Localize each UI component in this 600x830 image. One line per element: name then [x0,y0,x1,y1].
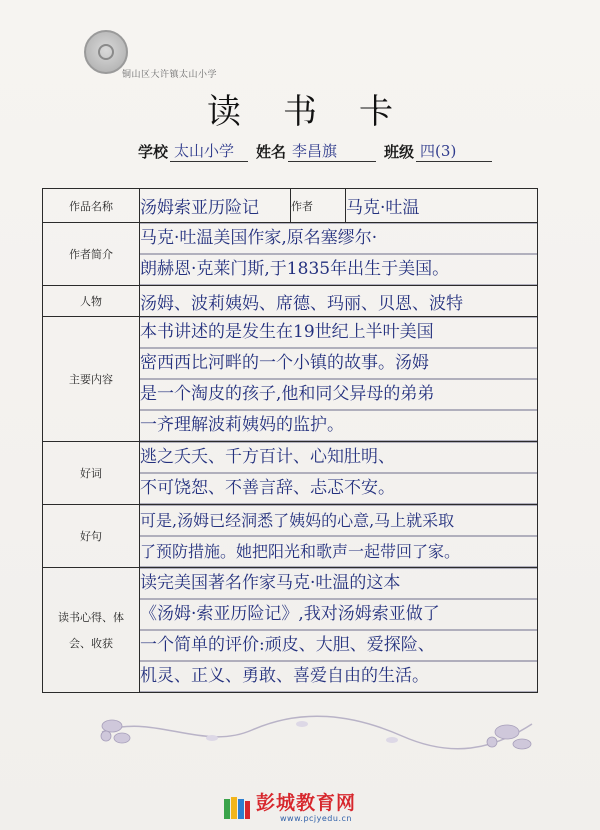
student-info-row [138,136,500,162]
page-title: 读书卡 [207,92,435,132]
intro-line: 马克·吐温美国作家,原名塞缪尔· [140,228,378,248]
name-label: 姓名 [256,143,287,161]
words-line: 逃之夭夭、千方百计、心知肚明、 [140,447,395,467]
watermark-title: 彭城教育网 [256,791,357,814]
summary-label: 主要内容 [43,317,140,442]
sentences-content [140,505,538,568]
site-watermark [222,790,392,826]
summary-content [140,317,538,442]
watermark-url: www.pcjyedu.cn [280,813,352,823]
watermark-text [256,791,357,823]
reflection-row [43,568,538,693]
intro-row [43,223,538,286]
words-content [140,442,538,505]
sentences-row [43,505,538,568]
summary-line: 一齐理解波莉姨妈的监护。 [140,415,344,435]
reading-card-table [42,188,538,693]
characters-value: 汤姆、波莉姨妈、席德、玛丽、贝恩、波特 [140,286,538,317]
characters-label: 人物 [43,286,140,317]
sentences-line: 可是,汤姆已经洞悉了姨妈的心意,马上就采取 [140,511,455,530]
school-header-line: 铜山区大许镇太山小学 [122,70,218,80]
reflection-line: 读完美国著名作家马克·吐温的这本 [140,573,401,593]
name-value: 李昌旗 [288,141,376,162]
summary-line: 本书讲述的是发生在19世纪上半叶美国 [140,322,434,342]
reflection-line: 一个简单的评价:顽皮、大胆、爱探险、 [140,635,435,655]
class-value: 四(3) [416,141,492,162]
words-row [43,442,538,505]
work-value: 汤姆索亚历险记 [140,189,291,223]
reflection-line: 机灵、正义、勇敢、喜爱自由的生活。 [140,666,429,686]
floral-decoration-icon [92,702,542,762]
author-label: 作者 [291,189,346,223]
reflection-label-line: 会、收获 [69,637,113,650]
work-row [43,189,538,223]
author-value: 马克·吐温 [346,189,538,223]
summary-line: 是一个淘皮的孩子,他和同父异母的弟弟 [140,384,435,404]
intro-label: 作者简介 [43,223,140,286]
school-label: 学校 [138,143,169,161]
intro-line: 朗赫恩·克莱门斯,于1835年出生于美国。 [140,259,450,279]
class-label: 班级 [384,143,415,161]
book-logo-icon [222,793,252,823]
characters-row [43,286,538,317]
summary-line: 密西西比河畔的一个小镇的故事。汤姆 [140,353,429,373]
reflection-label [43,568,140,693]
intro-content [140,223,538,286]
reflection-label-line: 读书心得、体 [58,611,124,624]
work-label: 作品名称 [43,189,140,223]
sentences-line: 了预防措施。她把阳光和歌声一起带回了家。 [140,542,461,561]
summary-row [43,317,538,442]
sentences-label: 好句 [43,505,140,568]
reflection-content [140,568,538,693]
words-line: 不可饶恕、不善言辞、忐忑不安。 [140,478,395,498]
words-label: 好词 [43,442,140,505]
reflection-line: 《汤姆·索亚历险记》,我对汤姆索亚做了 [140,604,440,624]
school-value: 太山小学 [170,141,248,162]
